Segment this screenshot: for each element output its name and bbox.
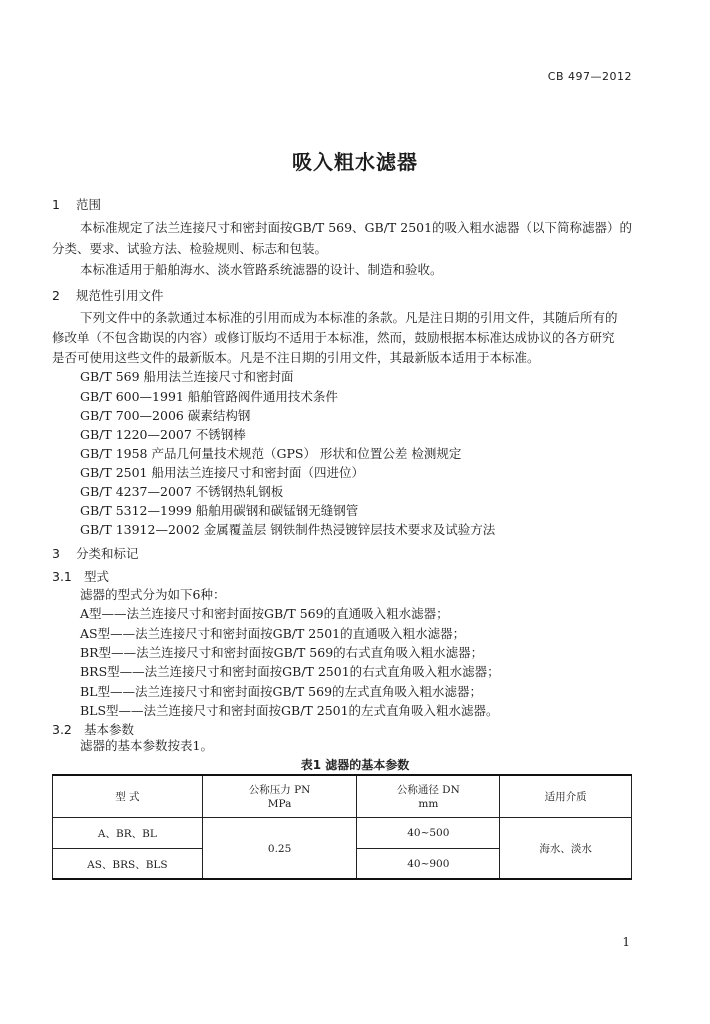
- section-title: 分类和标记: [76, 546, 139, 561]
- header-pressure-unit: MPa: [267, 797, 292, 810]
- header-pressure: [202, 776, 357, 818]
- type-item: BRS型——法兰连接尺寸和密封面按GB/T 2501的右式直角吸入粗水滤器；: [80, 664, 500, 679]
- section-title: 型式: [84, 569, 110, 584]
- header-diameter: [357, 776, 500, 818]
- cell-medium: 海水、淡水: [500, 818, 632, 880]
- document-title: 吸入粗水滤器: [292, 150, 418, 174]
- section-number: 1: [52, 197, 60, 212]
- paragraph-line: 修改单（不包含勘误的内容）或修订版均不适用于本标准，然而，鼓励根据本标准达成协议的各方研究: [52, 330, 615, 345]
- cell-pressure: 0.25: [202, 818, 357, 880]
- table-bottom-rule: [52, 878, 632, 880]
- table-caption: 表1 滤器的基本参数: [300, 758, 410, 772]
- paragraph-line: 是否可使用这些文件的最新版本。凡是不注日期的引用文件，其最新版本适用于本标准。: [52, 350, 540, 365]
- type-item: BR型——法兰连接尺寸和密封面按GB/T 569的右式直角吸入粗水滤器；: [80, 645, 484, 660]
- type-item: BL型——法兰连接尺寸和密封面按GB/T 569的左式直角吸入粗水滤器；: [80, 684, 483, 699]
- reference-item: GB/T 2501 船用法兰连接尺寸和密封面（四进位）: [80, 465, 364, 480]
- cell-type: A、BR、BL: [53, 818, 203, 849]
- cell-type: AS、BRS、BLS: [53, 849, 203, 880]
- subsection-3-1-heading: [52, 568, 109, 586]
- header-pressure-label: 公称压力 PN: [248, 783, 311, 796]
- paragraph-line: 分类、要求、试验方法、检验规则、标志和包装。: [52, 241, 328, 256]
- table-row: [53, 818, 632, 849]
- table-top-rule: [52, 774, 632, 776]
- reference-item: GB/T 600—1991 船舶管路阀件通用技术条件: [80, 389, 338, 404]
- header-medium: 适用介质: [500, 776, 632, 818]
- reference-item: GB/T 700—2006 碳素结构钢: [80, 408, 251, 423]
- header-type: 型 式: [53, 776, 203, 818]
- cell-diameter: 40~500: [357, 818, 500, 849]
- paragraph-line: 滤器的基本参数按表1。: [80, 738, 213, 753]
- section-title: 规范性引用文件: [76, 288, 164, 303]
- section-1-heading: [52, 196, 101, 214]
- basic-parameters-table: [52, 775, 632, 880]
- reference-item: GB/T 4237—2007 不锈钢热轧钢板: [80, 484, 284, 499]
- reference-item: GB/T 1220—2007 不锈钢棒: [80, 427, 246, 442]
- section-number: 3.1: [52, 569, 72, 584]
- section-2-heading: [52, 287, 164, 305]
- section-title: 范围: [76, 197, 102, 212]
- reference-item: GB/T 1958 产品几何量技术规范（GPS） 形状和位置公差 检测规定: [80, 446, 462, 461]
- header-diameter-unit: mm: [418, 797, 439, 810]
- cell-diameter: 40~900: [357, 849, 500, 880]
- type-item: AS型——法兰连接尺寸和密封面按GB/T 2501的直通吸入粗水滤器；: [80, 626, 466, 641]
- paragraph-line: 下列文件中的条款通过本标准的引用而成为本标准的条款。凡是注日期的引用文件，其随后所有的: [80, 310, 618, 325]
- header-diameter-label: 公称通径 DN: [396, 783, 460, 796]
- section-number: 2: [52, 288, 60, 303]
- paragraph-line: 滤器的型式分为如下6种：: [80, 587, 226, 602]
- type-item: A型——法兰连接尺寸和密封面按GB/T 569的直通吸入粗水滤器；: [80, 606, 449, 621]
- section-title: 基本参数: [84, 722, 135, 737]
- table-header-row: [53, 776, 632, 818]
- page-number: 1: [622, 935, 630, 949]
- section-3-heading: [52, 545, 139, 563]
- reference-item: GB/T 5312—1999 船舶用碳钢和碳锰钢无缝钢管: [80, 503, 359, 518]
- standard-code: CB 497—2012: [547, 70, 632, 83]
- type-item: BLS型——法兰连接尺寸和密封面按GB/T 2501的左式直角吸入粗水滤器。: [80, 703, 499, 718]
- paragraph-line: 本标准规定了法兰连接尺寸和密封面按GB/T 569、GB/T 2501的吸入粗水滤器（以下简称滤器）的: [80, 220, 633, 235]
- reference-item: GB/T 13912—2002 金属覆盖层 钢铁制件热浸镀锌层技术要求及试验方法: [80, 522, 496, 537]
- section-number: 3: [52, 546, 60, 561]
- paragraph-line: 本标准适用于船舶海水、淡水管路系统滤器的设计、制造和验收。: [80, 262, 443, 277]
- section-number: 3.2: [52, 722, 72, 737]
- reference-item: GB/T 569 船用法兰连接尺寸和密封面: [80, 369, 294, 384]
